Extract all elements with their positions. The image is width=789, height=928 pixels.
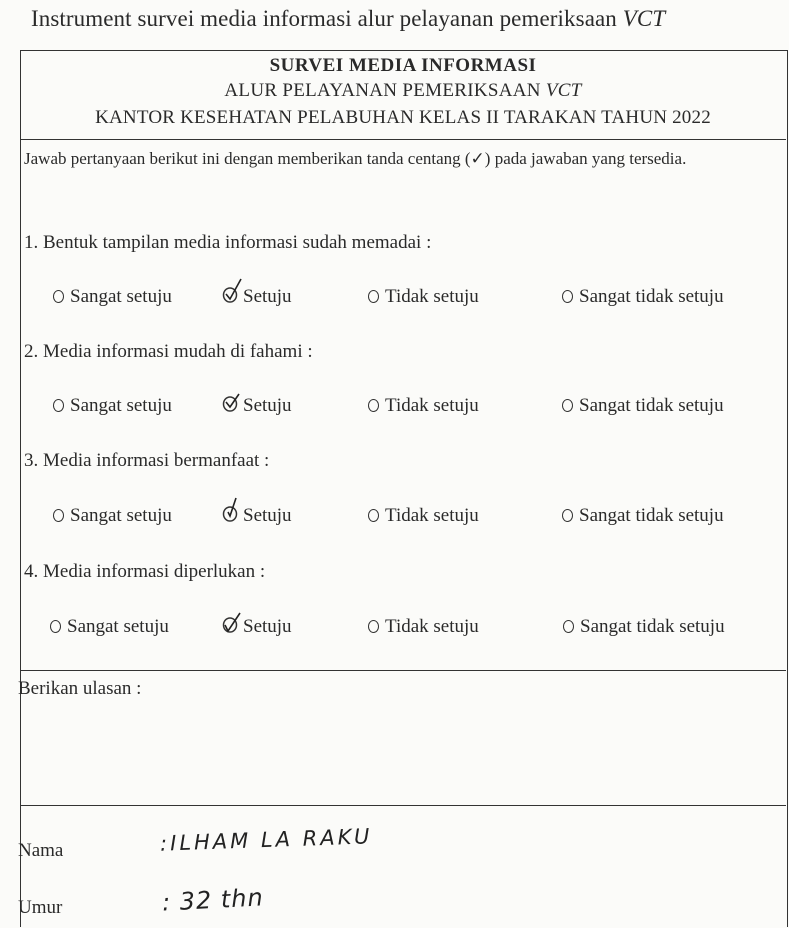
radio-circle-icon	[50, 620, 61, 633]
radio-circle-icon	[368, 290, 379, 303]
question-2: 2. Media informasi mudah di fahami :	[24, 341, 313, 362]
survey-subtitle: ALUR PELAYANAN PEMERIKSAAN VCT	[224, 80, 582, 101]
document-caption: Instrument survei media informasi alur pelayanan pemeriksaan VCT	[31, 6, 666, 31]
umur-label: Umur	[18, 897, 63, 918]
umur-value: : 32 thn	[161, 883, 265, 917]
radio-circle-icon	[53, 290, 64, 303]
radio-circle-icon	[563, 620, 574, 633]
q1-option-tidak-setuju[interactable]: Tidak setuju	[368, 286, 479, 308]
q4-option-sangat-setuju[interactable]: Sangat setuju	[50, 616, 169, 638]
checked-circle-icon	[222, 396, 239, 413]
header-divider	[20, 139, 786, 140]
radio-circle-icon	[368, 399, 379, 412]
q2-option-sangat-setuju[interactable]: Sangat setuju	[53, 395, 172, 417]
q3-option-tidak-setuju[interactable]: Tidak setuju	[368, 505, 479, 527]
q4-option-sangat-tidak-setuju[interactable]: Sangat tidak setuju	[563, 616, 725, 638]
radio-circle-icon	[562, 399, 573, 412]
radio-circle-icon	[53, 509, 64, 522]
q1-option-sangat-tidak-setuju[interactable]: Sangat tidak setuju	[562, 286, 724, 308]
checked-circle-icon	[222, 287, 239, 304]
radio-circle-icon	[53, 399, 64, 412]
radio-circle-icon	[368, 509, 379, 522]
question-1: 1. Bentuk tampilan media informasi sudah memadai :	[24, 232, 432, 253]
nama-value: :ILHAM LA RAKU	[159, 824, 373, 856]
q3-option-sangat-setuju[interactable]: Sangat setuju	[53, 505, 172, 527]
question-4: 4. Media informasi diperlukan :	[24, 561, 266, 582]
survey-office: KANTOR KESEHATAN PELABUHAN KELAS II TARAKAN TAHUN 2022	[95, 107, 711, 128]
q3-option-setuju[interactable]: Setuju	[222, 505, 292, 527]
question-3: 3. Media informasi bermanfaat :	[24, 450, 270, 471]
checked-circle-icon	[222, 617, 239, 634]
survey-title: SURVEI MEDIA INFORMASI	[269, 55, 537, 76]
q1-option-sangat-setuju[interactable]: Sangat setuju	[53, 286, 172, 308]
review-divider	[20, 805, 786, 806]
instruction-text: Jawab pertanyaan berikut ini dengan memberikan tanda centang (✓) pada jawaban yang tersedia.	[24, 149, 687, 168]
caption-vct: VCT	[622, 6, 666, 31]
q1-option-setuju[interactable]: Setuju	[222, 286, 292, 308]
checked-circle-icon	[222, 506, 239, 523]
review-area[interactable]	[21, 700, 785, 800]
q2-option-tidak-setuju[interactable]: Tidak setuju	[368, 395, 479, 417]
radio-circle-icon	[368, 620, 379, 633]
q4-option-tidak-setuju[interactable]: Tidak setuju	[368, 616, 479, 638]
radio-circle-icon	[562, 290, 573, 303]
q2-option-sangat-tidak-setuju[interactable]: Sangat tidak setuju	[562, 395, 724, 417]
q4-option-setuju[interactable]: Setuju	[222, 616, 292, 638]
questions-divider	[20, 670, 786, 671]
q2-option-setuju[interactable]: Setuju	[222, 395, 292, 417]
q3-option-sangat-tidak-setuju[interactable]: Sangat tidak setuju	[562, 505, 724, 527]
review-label: Berikan ulasan :	[18, 678, 142, 699]
radio-circle-icon	[562, 509, 573, 522]
nama-label: Nama	[18, 840, 64, 861]
